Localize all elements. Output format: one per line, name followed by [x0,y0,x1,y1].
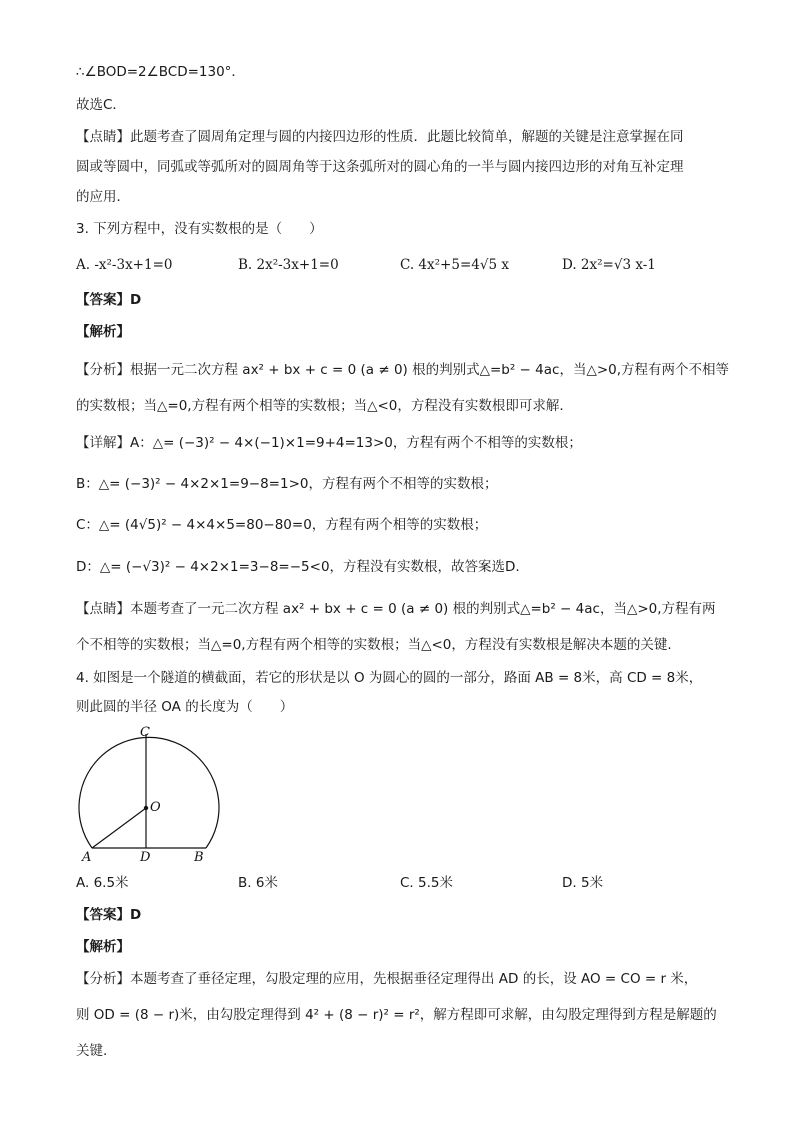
question-4-stem-1: 4. 如图是一个隧道的横截面，若它的形状是以 O 为圆心的圆的一部分，路面 AB = 8米，高 CD = 8米， [76,670,703,686]
label-d: D [140,850,151,864]
radius-segment-oa [92,808,146,848]
text-line-remark-3: 的应用． [76,189,130,205]
q3-option-d: D. 2x²=√3 x-1 [562,257,656,273]
q4-analysis-1: 【分析】本题考查了垂径定理，勾股定理的应用，先根据垂径定理得出 AD 的长，设 AO = CO = r 米， [76,971,698,987]
text-line-bod-angle: ∴∠BOD=2∠BCD=130°． [76,64,245,80]
text-line-remark-2: 圆或等圆中，同弧或等弧所对的圆周角等于这条弧所对的圆心角的一半与圆内接四边形的对角互补定理 [76,159,684,175]
text-line-remark-1: 【点睛】此题考查了圆周角定理与圆的内接四边形的性质．此题比较简单，解题的关键是注意掌握在同 [76,129,684,145]
q4-option-a: A. 6.5米 [76,875,129,891]
center-point-o [144,806,148,810]
q4-analysis-heading: 【解析】 [76,939,130,955]
q3-analysis-heading: 【解析】 [76,324,130,340]
q3-remark-1: 【点睛】本题考查了一元二次方程 ax² + bx + c = 0 (a ≠ 0) 根的判别式△=b² − 4ac，当△>0,方程有两 [76,601,716,617]
q4-option-c: C. 5.5米 [400,875,453,891]
q3-detail-a: 【详解】A：△= (−3)² − 4×(−1)×1=9+4=13>0，方程有两个不相等的实数根； [76,435,582,451]
q3-option-c: C. 4x²+5=4√5 x [400,257,509,273]
label-o: O [150,800,161,815]
q4-option-b: B. 6米 [238,875,278,891]
q3-detail-c: C：△= (4√5)² − 4×4×5=80−80=0，方程有两个相等的实数根； [76,517,488,533]
q3-option-a: A. -x²-3x+1=0 [76,257,173,273]
q3-analysis-1: 【分析】根据一元二次方程 ax² + bx + c = 0 (a ≠ 0) 根的判别式△=b² − 4ac，当△>0,方程有两个不相等 [76,362,730,378]
q3-detail-d: D：△= (−√3)² − 4×2×1=3−8=−5<0，方程没有实数根，故答案选D. [76,559,520,575]
q4-answer-label: 【答案】D [76,907,142,923]
text-line-choose-c: 故选C． [76,97,126,113]
q3-detail-b: B：△= (−3)² − 4×2×1=9−8=1>0，方程有两个不相等的实数根； [76,476,498,492]
question-3-stem: 3. 下列方程中，没有实数根的是（ ） [76,221,323,237]
q3-option-b: B. 2x²-3x+1=0 [238,257,339,273]
tunnel-cross-section-figure [70,722,230,864]
q4-option-d: D. 5米 [562,875,604,891]
q3-analysis-2: 的实数根；当△=0,方程有两个相等的实数根；当△<0，方程没有实数根即可求解. [76,398,564,414]
q4-analysis-3: 关键. [76,1043,108,1059]
q3-remark-2: 个不相等的实数根；当△=0,方程有两个相等的实数根；当△<0，方程没有实数根是解决本题的关键. [76,637,672,653]
label-c: C [140,725,150,740]
label-b: B [194,850,204,864]
q4-analysis-2: 则 OD = (8 − r)米，由勾股定理得到 4² + (8 − r)² = r²，解方程即可求解，由勾股定理得到方程是解题的 [76,1007,717,1023]
label-a: A [82,850,92,864]
circle-arc [79,737,219,848]
question-4-stem-2: 则此圆的半径 OA 的长度为（ ） [76,699,294,715]
q3-answer-label: 【答案】D [76,292,142,308]
